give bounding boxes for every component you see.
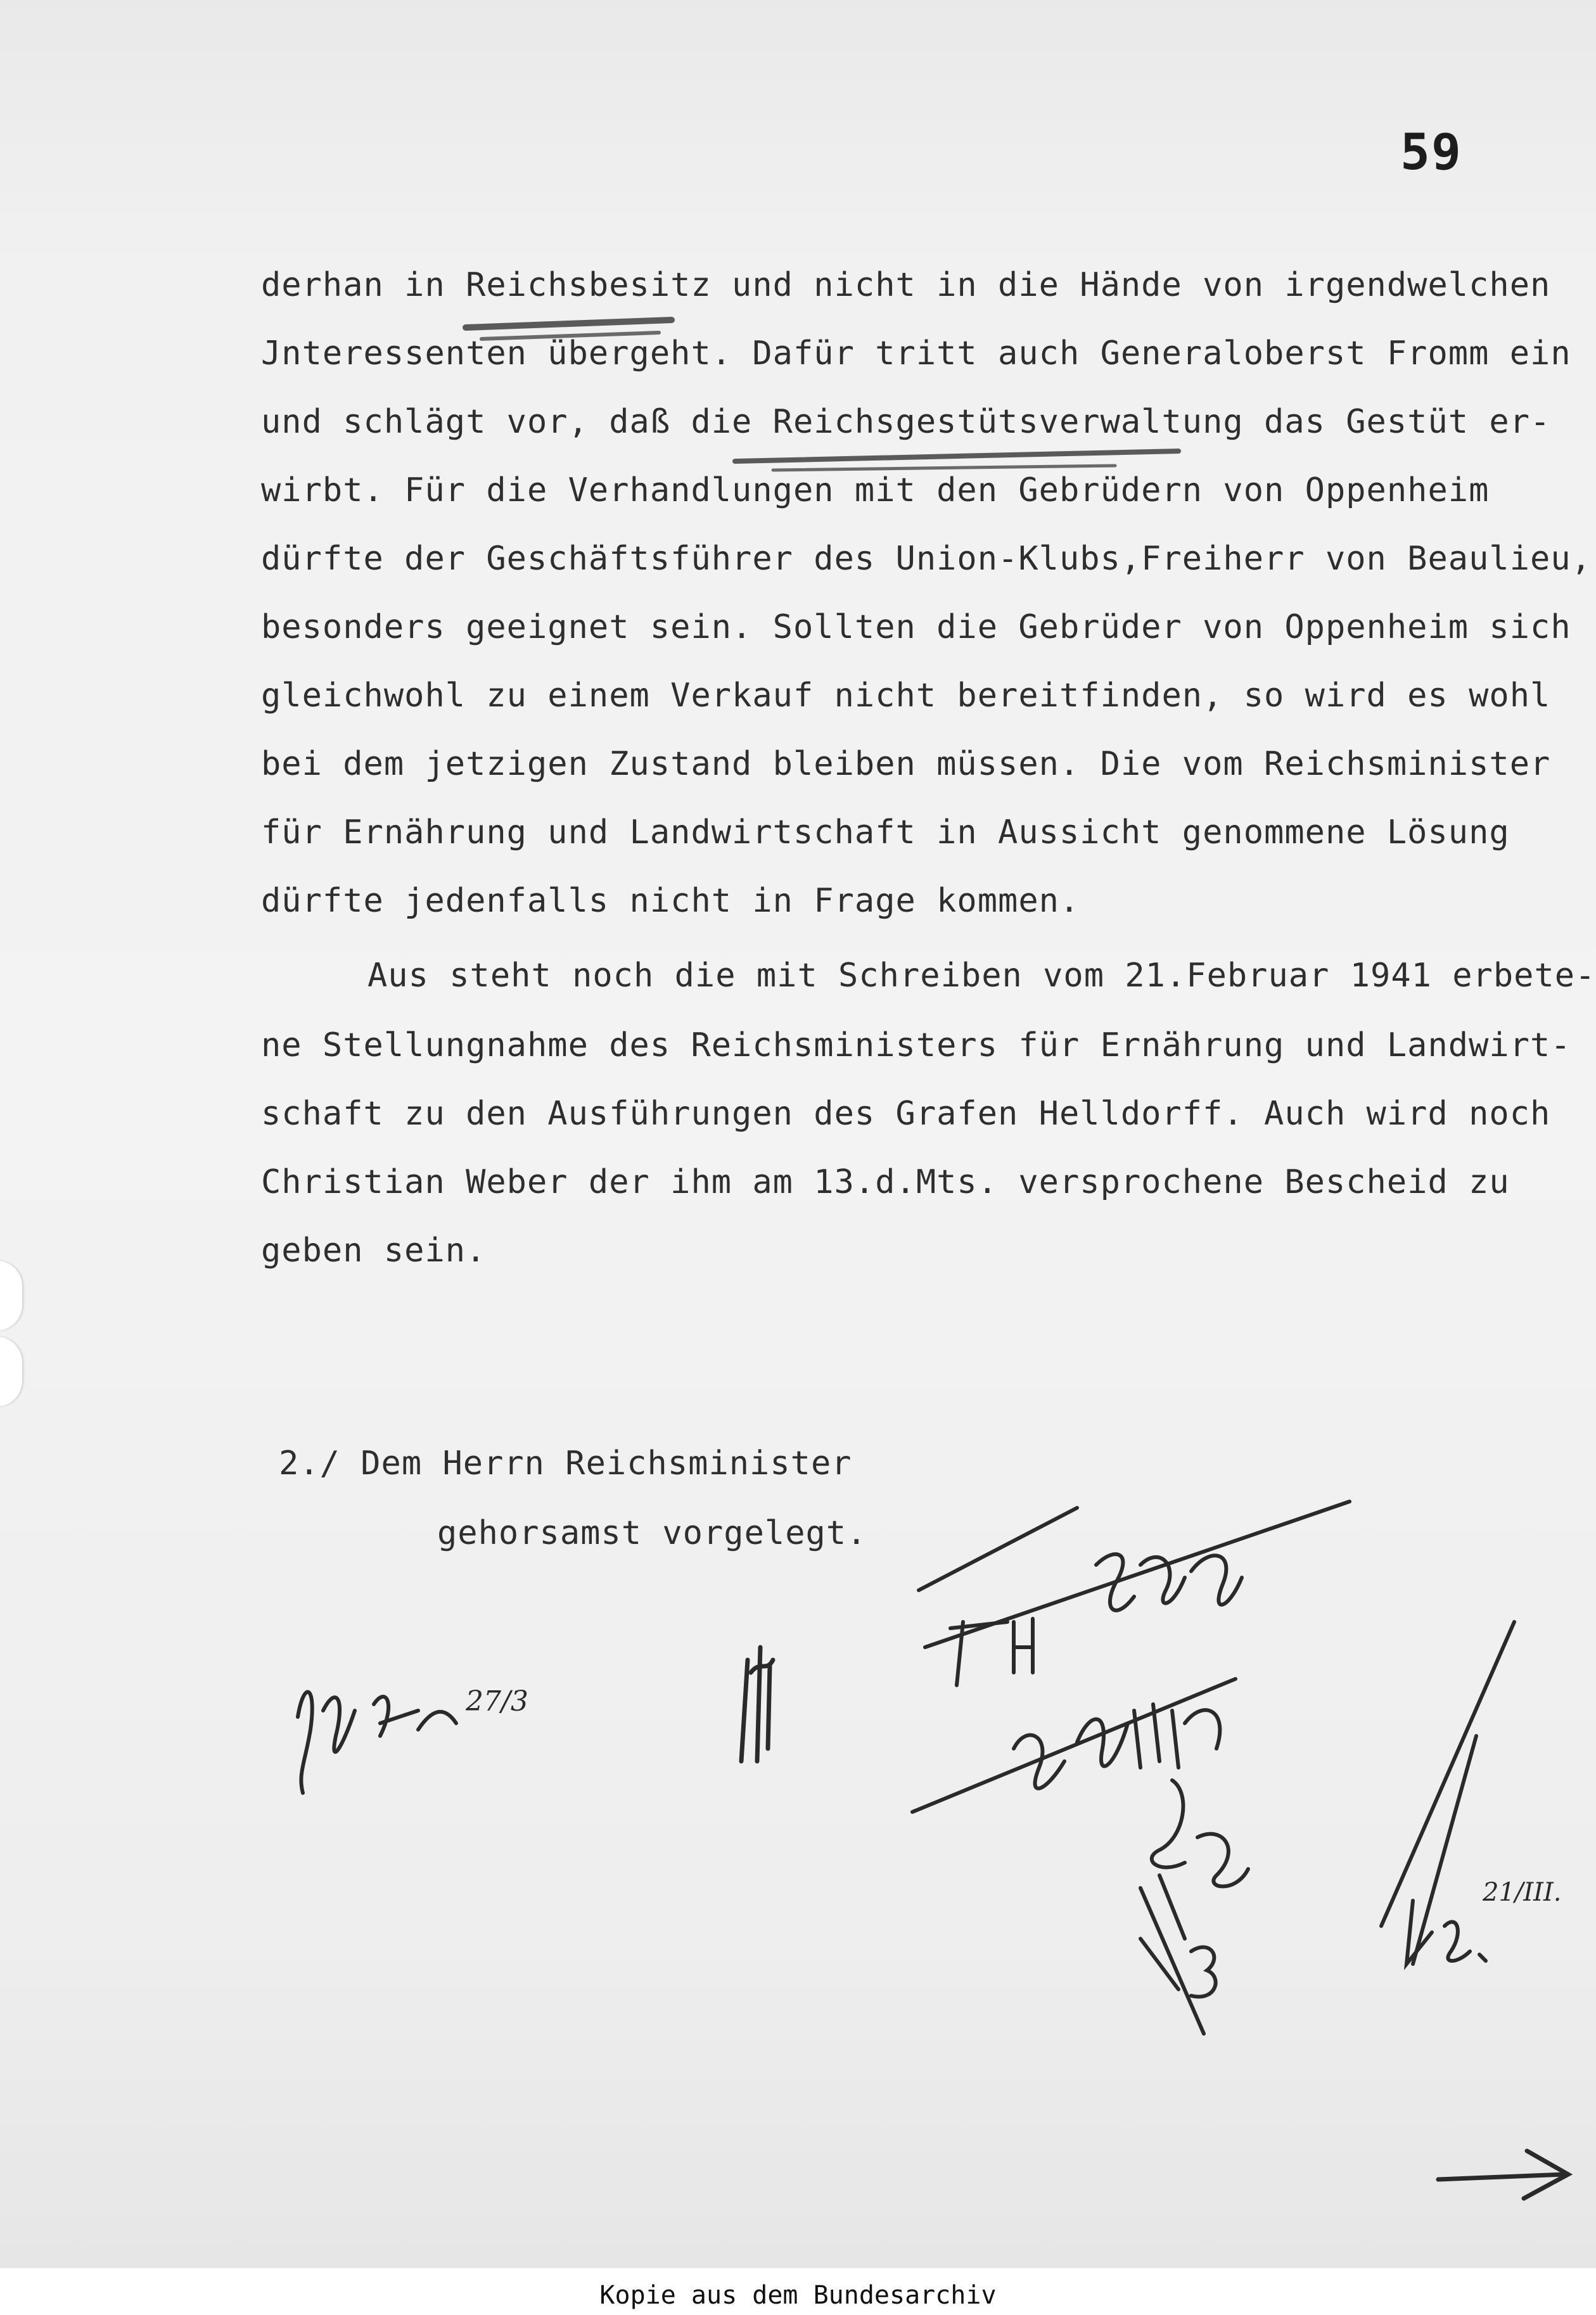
text-line: ne Stellungnahme des Reichsministers für Ernährung und Landwirt- [261,1026,1571,1064]
text-line: wirbt. Für die Verhandlungen mit den Gebrüdern von Oppenheim [261,471,1490,509]
text-line: Aus steht noch die mit Schreiben vom 21.Februar 1941 erbete- [367,957,1596,995]
text-line: dürfte der Geschäftsführer des Union-Klubs,Freiherr von Beaulieu, [261,540,1592,578]
text-line: schaft zu den Ausführungen des Grafen Helldorff. Auch wird noch [261,1095,1551,1133]
text-line: Christian Weber der ihm am 13.d.Mts. versprochene Bescheid zu [261,1163,1510,1201]
text-line: geben sein. [261,1232,487,1270]
text-line: gleichwohl zu einem Verkauf nicht bereitfinden, so wird es wohl [261,677,1551,715]
text-line: bei dem jetzigen Zustand bleiben müssen. Die vom Reichsminister [261,745,1551,783]
text-line: Jnteressenten übergeht. Dafür tritt auch Generaloberst Fromm ein [261,335,1571,373]
archive-footer: Kopie aus dem Bundesarchiv [599,2281,997,2310]
text-line: dürfte jedenfalls nicht in Frage kommen. [261,882,1080,920]
page-number: 59 [1400,124,1462,181]
text-line: und schlägt vor, daß die Reichsgestütsverwaltung das Gestüt er- [261,403,1551,441]
date-mark-right: 21/III. [1483,1878,1562,1907]
closing-line: gehorsamst vorgelegt. [437,1514,867,1552]
text-line: besonders geeignet sein. Sollten die Gebrüder von Oppenheim sich [261,608,1571,646]
date-mark-left: 27/3 [466,1685,528,1718]
closing-line: 2./ Dem Herrn Reichsminister [279,1444,852,1483]
text-line: für Ernährung und Landwirtschaft in Aussicht genommene Lösung [261,813,1510,851]
text-line: derhan in Reichsbesitz und nicht in die Hände von irgendwelchen [261,266,1551,304]
